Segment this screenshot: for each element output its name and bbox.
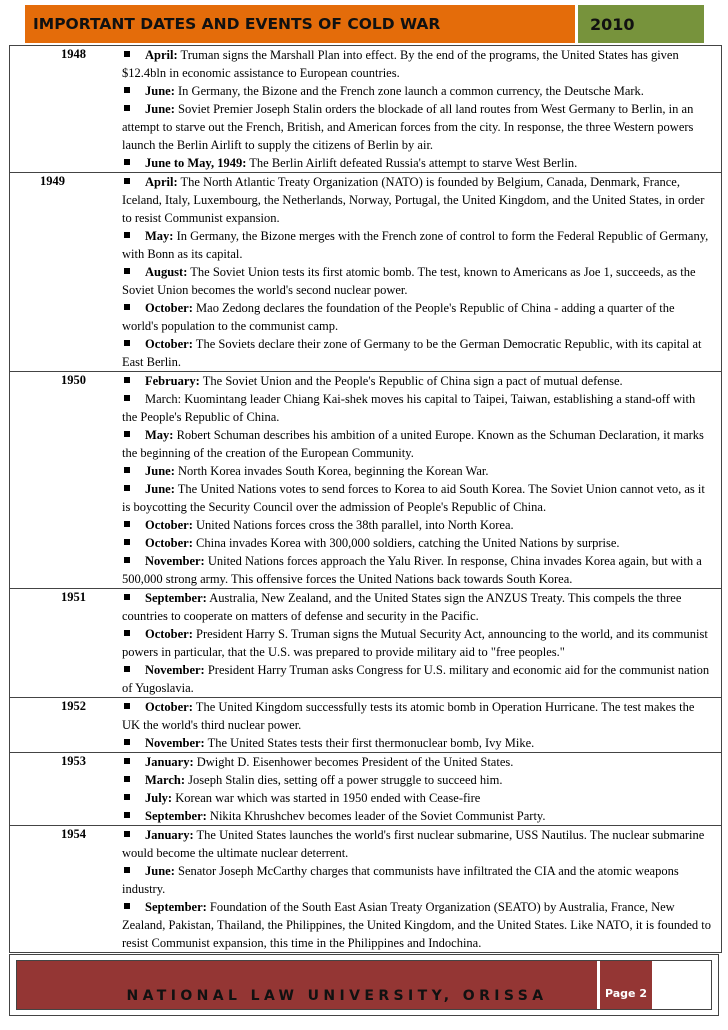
event-item [122, 789, 713, 807]
event-text: Nikita Khrushchev becomes leader of the Soviet Communist Party. [206, 809, 546, 823]
event-text: Soviet Premier Joseph Stalin orders the blockade of all land routes from West Germany to Berlin, in an attempt to starve out the French, British, and American forces from the city. In response, the three Western powers launch the Berlin Airlift to supply the citizens of Berlin by air. [122, 102, 694, 152]
event-text: The Soviet Union and the People's Republic of China sign a pact of mutual defense. [199, 374, 623, 388]
event-text: In Germany, the Bizone merges with the French zone of control to form the Federal Republic of Germany, with Bonn as its capital. [122, 229, 709, 261]
square-bullet-icon [124, 395, 130, 401]
event-text: The North Atlantic Treaty Organization (NATO) is founded by Belgium, Canada, Denmark, France, Iceland, Italy, Luxembourg, the Netherlands, Norway, Portugal, the United Kingdom, and the United States, in order to resist Communist expansion. [122, 175, 705, 225]
event-date-label: May: [145, 428, 174, 442]
event-item [122, 173, 713, 227]
square-bullet-icon [124, 739, 130, 745]
year-cell: 1951 [61, 590, 86, 604]
event-text: Dwight D. Eisenhower becomes President of the United States. [193, 755, 514, 769]
page-header [25, 5, 704, 43]
square-bullet-icon [124, 521, 130, 527]
event-text: The Berlin Airlift defeated Russia's attempt to starve West Berlin. [246, 156, 578, 170]
document-title: IMPORTANT DATES AND EVENTS OF COLD WAR [25, 5, 578, 43]
event-item [122, 734, 713, 752]
event-date-label: October: [145, 700, 193, 714]
square-bullet-icon [124, 831, 130, 837]
event-text: President Harry S. Truman signs the Mutual Security Act, announcing to the world, and its communist powers in particular, that the U.S. was prepared to provide military aid to "free peoples." [122, 627, 708, 659]
events-table [9, 45, 722, 953]
year-cell: 1954 [61, 827, 86, 841]
year-row [10, 46, 721, 173]
events-cell [122, 372, 721, 588]
event-item [122, 82, 713, 100]
events-cell [122, 173, 721, 371]
event-text: Joseph Stalin dies, setting off a power struggle to succeed him. [185, 773, 503, 787]
square-bullet-icon [124, 594, 130, 600]
square-bullet-icon [124, 178, 130, 184]
event-item [122, 661, 713, 697]
event-text: March: Kuomintang leader Chiang Kai-shek moves his capital to Taipei, Taiwan, establishing a stand-off with the People's Republic of China. [122, 392, 696, 424]
event-item [122, 372, 713, 390]
square-bullet-icon [124, 903, 130, 909]
event-item [122, 898, 713, 952]
event-date-label: July: [145, 791, 173, 805]
event-date-label: January: [145, 755, 194, 769]
event-item [122, 534, 713, 552]
square-bullet-icon [124, 630, 130, 636]
event-date-label: June: [145, 84, 175, 98]
event-date-label: September: [145, 591, 207, 605]
year-cell: 1949 [40, 174, 65, 188]
event-item [122, 335, 713, 371]
year-row [10, 589, 721, 698]
square-bullet-icon [124, 159, 130, 165]
event-text: The United States launches the world's first nuclear submarine, USS Nautilus. The nuclear submarine would become the ultimate nuclear deterrent. [122, 828, 705, 860]
square-bullet-icon [124, 539, 130, 545]
event-item [122, 625, 713, 661]
event-date-label: August: [145, 265, 188, 279]
square-bullet-icon [124, 377, 130, 383]
square-bullet-icon [124, 557, 130, 563]
event-text: China invades Korea with 300,000 soldiers, catching the United Nations by surprise. [192, 536, 620, 550]
square-bullet-icon [124, 666, 130, 672]
event-text: Senator Joseph McCarthy charges that communists have infiltrated the CIA and the atomic weapons industry. [122, 864, 679, 896]
university-name: NATIONAL LAW UNIVERSITY, ORISSA [17, 961, 597, 1009]
event-text: Robert Schuman describes his ambition of a united Europe. Known as the Schuman Declaration, it marks the beginning of the creation of the European Community. [122, 428, 704, 460]
events-cell [122, 46, 721, 172]
event-date-label: June: [145, 464, 175, 478]
event-item [122, 462, 713, 480]
event-date-label: May: [145, 229, 174, 243]
year-cell: 1950 [61, 373, 86, 387]
event-item [122, 589, 713, 625]
square-bullet-icon [124, 776, 130, 782]
events-cell [122, 826, 721, 952]
event-date-label: November: [145, 663, 205, 677]
event-date-label: June: [145, 482, 175, 496]
events-cell [122, 698, 721, 752]
square-bullet-icon [124, 758, 130, 764]
event-item [122, 552, 713, 588]
footer-frame [16, 960, 712, 1010]
square-bullet-icon [124, 340, 130, 346]
square-bullet-icon [124, 485, 130, 491]
event-text: The United Kingdom successfully tests its atomic bomb in Operation Hurricane. The test makes the UK the world's third nuclear power. [122, 700, 695, 732]
event-item [122, 100, 713, 154]
event-text: The Soviet Union tests its first atomic bomb. The test, known to Americans as Joe 1, succeeds, as the Soviet Union becomes the world's second nuclear power. [122, 265, 696, 297]
event-item [122, 480, 713, 516]
events-cell [122, 753, 721, 825]
square-bullet-icon [124, 87, 130, 93]
event-text: The United States tests their first thermonuclear bomb, Ivy Mike. [204, 736, 535, 750]
square-bullet-icon [124, 794, 130, 800]
event-date-label: October: [145, 337, 193, 351]
event-date-label: October: [145, 536, 193, 550]
event-date-label: February: [145, 374, 200, 388]
square-bullet-icon [124, 867, 130, 873]
square-bullet-icon [124, 268, 130, 274]
year-row [10, 173, 721, 372]
event-text: United Nations forces approach the Yalu River. In response, China invades Korea again, but with a 500,000 strong army. This offensive forces the United Nations back towards South Korea. [122, 554, 702, 586]
event-text: Foundation of the South East Asian Treaty Organization (SEATO) by Australia, France, New Zealand, Pakistan, Thailand, the Philippines, the United Kingdom, and the United States. Like NATO, it is founded to resist Communist expansion, this time in the Philippines and Indochina. [122, 900, 712, 950]
event-item [122, 771, 713, 789]
document-year: 2010 [578, 5, 704, 43]
event-date-label: September: [145, 809, 207, 823]
event-date-label: June to May, 1949: [145, 156, 247, 170]
event-date-label: April: [145, 48, 178, 62]
event-date-label: June: [145, 864, 175, 878]
event-date-label: October: [145, 301, 193, 315]
square-bullet-icon [124, 51, 130, 57]
event-text: Australia, New Zealand, and the United States sign the ANZUS Treaty. This compels the three countries to cooperate on matters of defense and security in the Pacific. [122, 591, 682, 623]
event-item [122, 227, 713, 263]
event-item [122, 862, 713, 898]
event-text: President Harry Truman asks Congress for U.S. military and economic aid for the communist nation of Yugoslavia. [122, 663, 710, 695]
event-date-label: November: [145, 736, 205, 750]
event-item [122, 826, 713, 862]
page-number: Page 2 [600, 961, 652, 1009]
square-bullet-icon [124, 467, 130, 473]
event-item [122, 516, 713, 534]
event-date-label: October: [145, 627, 193, 641]
year-row [10, 753, 721, 826]
event-item [122, 753, 713, 771]
year-row [10, 372, 721, 589]
event-item [122, 807, 713, 825]
event-text: Mao Zedong declares the foundation of the People's Republic of China - adding a quarter of the world's population to the communist camp. [122, 301, 675, 333]
event-text: United Nations forces cross the 38th parallel, into North Korea. [192, 518, 514, 532]
events-cell [122, 589, 721, 697]
event-item [122, 46, 713, 82]
square-bullet-icon [124, 703, 130, 709]
year-row [10, 698, 721, 753]
year-cell: 1953 [61, 754, 86, 768]
year-cell: 1948 [61, 47, 86, 61]
event-text: The United Nations votes to send forces to Korea to aid South Korea. The Soviet Union cannot veto, as it is boycotting the Security Council over the admission of People's Republic of China. [122, 482, 705, 514]
year-cell: 1952 [61, 699, 86, 713]
square-bullet-icon [124, 812, 130, 818]
event-text: Korean war which was started in 1950 ended with Cease-fire [172, 791, 481, 805]
event-date-label: June: [145, 102, 175, 116]
event-item [122, 154, 713, 172]
event-item [122, 698, 713, 734]
event-date-label: October: [145, 518, 193, 532]
square-bullet-icon [124, 431, 130, 437]
event-date-label: November: [145, 554, 205, 568]
event-item [122, 263, 713, 299]
event-date-label: January: [145, 828, 194, 842]
square-bullet-icon [124, 232, 130, 238]
event-text: In Germany, the Bizone and the French zone launch a common currency, the Deutsche Mark. [174, 84, 644, 98]
event-text: The Soviets declare their zone of Germany to be the German Democratic Republic, with its capital at East Berlin. [122, 337, 702, 369]
event-item [122, 390, 713, 426]
event-text: North Korea invades South Korea, beginning the Korean War. [174, 464, 489, 478]
event-text: Truman signs the Marshall Plan into effect. By the end of the programs, the United States has given $12.4bln in economic assistance to European countries. [122, 48, 679, 80]
event-date-label: April: [145, 175, 178, 189]
year-row [10, 826, 721, 953]
event-date-label: March: [145, 773, 186, 787]
event-date-label: September: [145, 900, 207, 914]
event-item [122, 426, 713, 462]
square-bullet-icon [124, 304, 130, 310]
event-item [122, 299, 713, 335]
page-footer [9, 954, 719, 1016]
square-bullet-icon [124, 105, 130, 111]
